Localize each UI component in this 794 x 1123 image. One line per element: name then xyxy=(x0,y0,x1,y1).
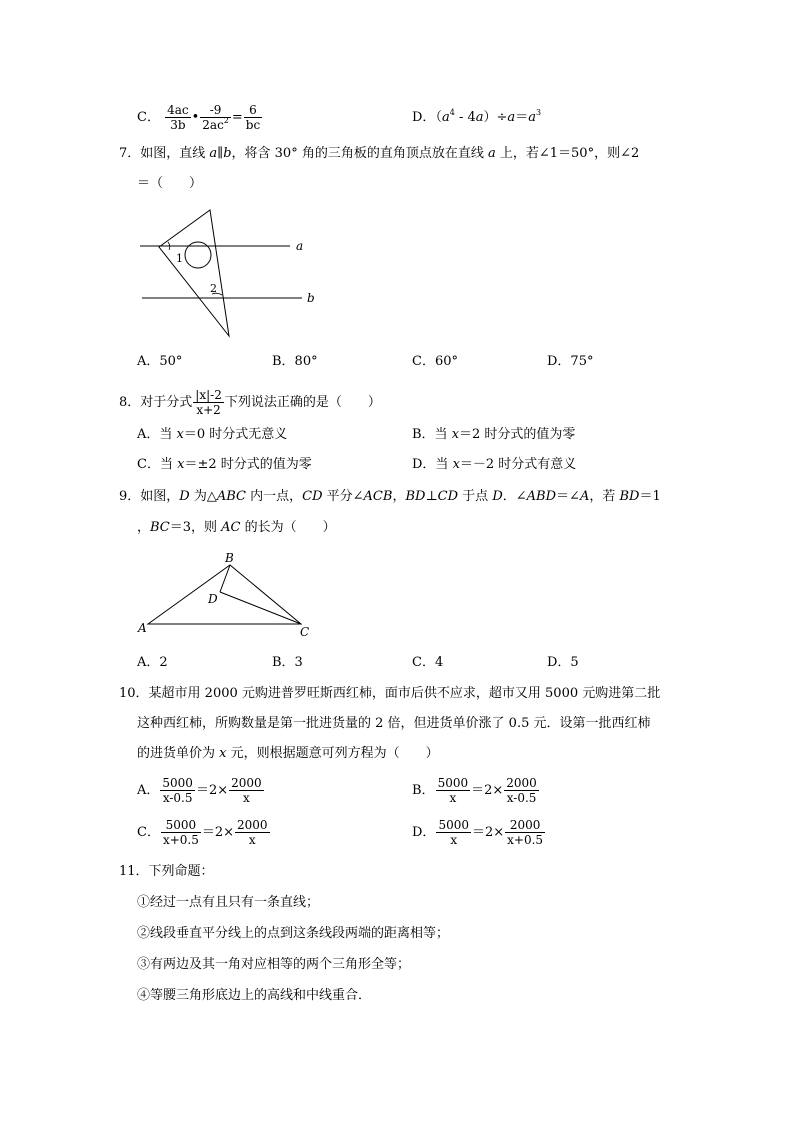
denominator: x xyxy=(449,791,457,805)
var: AC xyxy=(221,520,241,535)
denominator: x xyxy=(450,833,458,847)
numerator: 5000 xyxy=(437,776,469,790)
q9-figure xyxy=(134,548,324,640)
label-point-b: B xyxy=(225,551,234,565)
fraction xyxy=(235,818,270,847)
text: 元，则根据题意可列方程为（ ） xyxy=(226,746,439,761)
q7-option-b: B．80° xyxy=(272,354,318,369)
text: 的长为（ ） xyxy=(240,520,336,535)
text: ＝2 时分式的值为零 xyxy=(459,427,576,442)
q11-proposition-1: ①经过一点有且只有一条直线； xyxy=(137,895,320,910)
q6-option-c xyxy=(137,103,263,132)
fraction xyxy=(504,776,539,805)
q9-option-b: B．3 xyxy=(272,655,303,670)
var: a xyxy=(441,110,450,125)
text: ＝ xyxy=(515,110,529,125)
text: ＝3，则 xyxy=(169,520,222,535)
numerator: 5000 xyxy=(438,818,469,832)
text: ，将含 30° 角的三角板的直角顶点放在直线 xyxy=(231,146,488,161)
exponent: 4 xyxy=(449,108,455,117)
text: 于点 xyxy=(458,489,493,504)
q10-stem-line2: 这种西红柿，所购数量是第一批进货量的 2 倍，但进货单价涨了 0.5 元．设第一批西红柿 xyxy=(137,716,651,731)
text: - 4 xyxy=(454,110,476,125)
label-point-c: C xyxy=(300,625,310,639)
var: x xyxy=(176,427,184,442)
option-label: C． xyxy=(137,825,160,840)
exponent: 3 xyxy=(535,108,542,117)
text: 9．如图， xyxy=(119,489,180,504)
var: x xyxy=(177,457,185,472)
var: a xyxy=(507,110,516,125)
denominator-text: 2ac xyxy=(202,118,224,132)
q11-proposition-4: ④等腰三角形底边上的高线和中线重合． xyxy=(137,988,372,1003)
q10-option-c xyxy=(137,818,271,847)
var: BD xyxy=(405,489,426,504)
numerator: 5000 xyxy=(162,776,193,790)
denominator: x+0.5 xyxy=(162,833,199,847)
numerator: 2000 xyxy=(506,776,537,790)
denominator: x xyxy=(242,791,250,805)
text: A．当 xyxy=(137,427,177,442)
q7-figure xyxy=(130,205,330,345)
fraction xyxy=(229,776,264,805)
equals-sign: = xyxy=(231,110,243,125)
numerator: 2000 xyxy=(505,818,545,833)
q10-option-d xyxy=(412,818,546,847)
numerator: 2000 xyxy=(231,776,262,790)
var: a xyxy=(209,146,218,161)
q7-option-a: A．50° xyxy=(137,354,183,369)
multiply-dot: • xyxy=(191,110,200,125)
denominator: x-0.5 xyxy=(506,791,537,805)
text: ＝2× xyxy=(195,783,229,798)
exponent: 2 xyxy=(223,116,229,125)
text: ）÷ xyxy=(483,110,508,125)
text: 为△ xyxy=(189,489,217,504)
label-angle-1: 1 xyxy=(176,252,183,265)
denominator: 3b xyxy=(170,118,186,132)
var: ABD xyxy=(526,489,557,504)
q7-option-d: D．75° xyxy=(547,354,594,369)
fraction xyxy=(161,818,201,847)
numerator: 4ac xyxy=(167,103,189,117)
q10-option-a xyxy=(137,776,265,805)
var: D xyxy=(492,489,503,504)
fraction xyxy=(505,818,545,847)
label-a: a xyxy=(296,239,304,253)
label-angle-2: 2 xyxy=(210,282,217,295)
var: CD xyxy=(437,489,459,504)
text: 平分∠ xyxy=(322,489,364,504)
fraction xyxy=(193,388,224,417)
q8-option-a xyxy=(137,427,287,443)
var: CD xyxy=(302,489,323,504)
q9-option-c: C．4 xyxy=(412,655,444,670)
text: C．当 xyxy=(137,457,178,472)
fraction xyxy=(165,103,191,132)
q10-stem-line1: 10．某超市用 2000 元购进普罗旺斯西红柿，面市后供不应求，超市又用 5000 元购进第二批 xyxy=(119,686,661,701)
var: x xyxy=(219,746,227,761)
denominator: x+0.5 xyxy=(507,833,544,847)
q9-stem-line2 xyxy=(137,520,336,536)
q8-option-d xyxy=(412,457,576,473)
text: ， xyxy=(392,489,406,504)
var: b xyxy=(223,146,232,161)
numerator: |x|-2 xyxy=(195,388,222,402)
q7-stem-line1 xyxy=(119,146,639,162)
var: BD xyxy=(619,489,640,504)
segment-dc xyxy=(220,592,301,624)
denominator: x-0.5 xyxy=(162,791,193,805)
q6-option-d xyxy=(412,110,541,126)
numerator: 5000 xyxy=(161,818,201,833)
text: ．∠ xyxy=(502,489,527,504)
var: x xyxy=(452,457,460,472)
var: ABC xyxy=(216,489,246,504)
var: a xyxy=(487,146,496,161)
text: ⊥ xyxy=(425,489,438,504)
option-label: C． xyxy=(137,110,160,125)
text: ＝∠ xyxy=(556,489,580,504)
var: x xyxy=(451,427,460,442)
text: 下列说法正确的是（ ） xyxy=(224,395,381,410)
q9-stem-line1 xyxy=(119,489,661,505)
text: ， xyxy=(137,520,151,535)
denominator xyxy=(200,118,231,132)
q11-stem: 11．下列命题： xyxy=(119,864,214,879)
text: 上，若∠1＝50°，则∠2 xyxy=(495,146,640,161)
var: A xyxy=(579,489,590,504)
denominator: x xyxy=(248,833,256,847)
q7-stem-line2: ＝（ ） xyxy=(137,176,203,191)
label-point-a: A xyxy=(138,621,147,635)
q10-option-b xyxy=(412,776,540,805)
q10-stem-line3 xyxy=(137,746,439,762)
var: D xyxy=(179,489,190,504)
option-label: D． xyxy=(412,110,436,125)
q9-option-a: A．2 xyxy=(137,655,168,670)
q7-option-c: C．60° xyxy=(412,354,458,369)
option-label: D． xyxy=(412,825,436,840)
var: a xyxy=(475,110,484,125)
option-label: A． xyxy=(137,783,160,798)
text: ＝－2 时分式有意义 xyxy=(459,457,577,472)
text: ＝±2 时分式的值为零 xyxy=(184,457,312,472)
fraction xyxy=(436,818,471,847)
var: BC xyxy=(150,520,170,535)
text: ＝2× xyxy=(201,825,235,840)
text: B．当 xyxy=(412,427,452,442)
text: ，若 xyxy=(589,489,620,504)
q11-proposition-3: ③有两边及其一角对应相等的两个三角形全等； xyxy=(137,957,411,972)
q8-option-b xyxy=(412,427,575,443)
label-point-d: D xyxy=(208,592,218,606)
var: ACB xyxy=(363,489,393,504)
paren: （ xyxy=(435,110,442,125)
text: ＝2× xyxy=(471,825,505,840)
denominator: x+2 xyxy=(196,403,221,417)
fraction xyxy=(160,776,195,805)
q9-option-d: D．5 xyxy=(547,655,579,670)
var: a xyxy=(528,110,536,125)
text: 7．如图，直线 xyxy=(119,146,210,161)
text: ＝1 xyxy=(639,489,661,504)
numerator: -9 xyxy=(200,103,231,118)
numerator: 2000 xyxy=(237,818,268,832)
text: D．当 xyxy=(412,457,453,472)
fraction xyxy=(200,103,231,132)
text: ＝2× xyxy=(471,783,504,798)
q11-proposition-2: ②线段垂直平分线上的点到这条线段两端的距离相等； xyxy=(137,926,450,941)
q8-option-c xyxy=(137,457,312,473)
label-b: b xyxy=(307,291,315,305)
fraction xyxy=(244,103,262,132)
text: 的进货单价为 xyxy=(137,746,220,761)
q8-stem xyxy=(119,388,381,418)
option-label: B． xyxy=(412,783,435,798)
parallel-symbol: ∥ xyxy=(217,146,224,161)
numerator: 6 xyxy=(244,103,262,118)
text: 内一点， xyxy=(246,489,303,504)
fraction xyxy=(436,776,471,805)
denominator: bc xyxy=(245,118,261,132)
text: ＝0 时分式无意义 xyxy=(183,427,288,442)
triangle-ruler xyxy=(159,210,229,336)
text: 8．对于分式 xyxy=(119,395,193,410)
